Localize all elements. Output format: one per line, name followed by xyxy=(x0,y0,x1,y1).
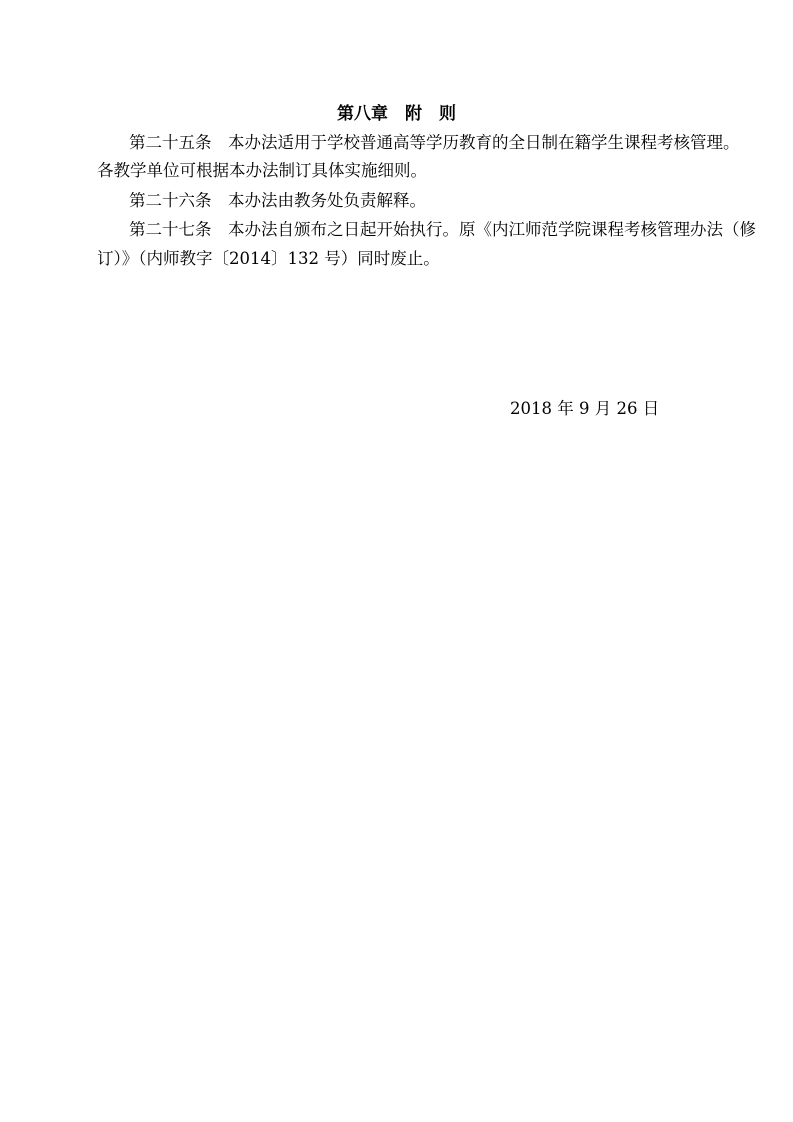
article-27-line-1: 第二十七条 本办法自颁布之日起开始执行。原《内江师范学院课程考核管理办法（修 xyxy=(129,220,756,239)
issue-date: 2018 年 9 月 26 日 xyxy=(510,399,660,418)
article-27-line-2: 订）》（内师教字〔2014〕132 号）同时废止。 xyxy=(97,249,440,268)
article-25-line-2: 各教学单位可根据本办法制订具体实施细则。 xyxy=(97,161,427,180)
article-26-line-1: 第二十六条 本办法由教务处负责解释。 xyxy=(129,191,426,210)
chapter-title: 第八章 附 则 xyxy=(337,104,456,124)
article-25-line-1: 第二十五条 本办法适用于学校普通高等学历教育的全日制在籍学生课程考核管理。 xyxy=(129,133,740,152)
